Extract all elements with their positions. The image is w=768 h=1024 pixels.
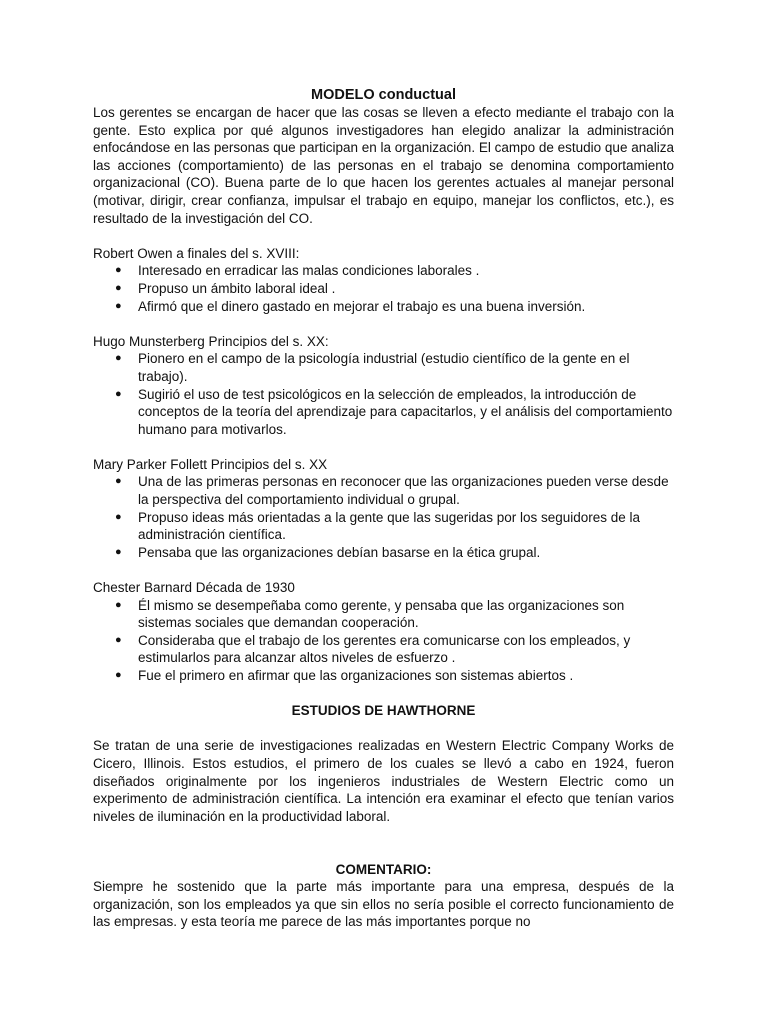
hawthorne-paragraph: Se tratan de una serie de investigaciones realizadas en Western Electric Company Works de Cicero, Illinois. Estos estudios, el primero de los cuales se llevó a cabo en 1924, fueron diseñados originalmente por los ingenieros industriales de Western Electric como un experimento de administración científica. La intención era examinar el efecto que tenían varios niveles de iluminación en la productividad laboral.	[93, 738, 674, 824]
hawthorne-title: ESTUDIOS DE HAWTHORNE	[291, 703, 476, 719]
spacer	[93, 825, 674, 843]
spacer	[93, 685, 674, 703]
list-item	[93, 509, 674, 544]
list-item	[93, 597, 674, 632]
section-hugo-munsterberg	[93, 333, 674, 439]
spacer	[93, 315, 674, 333]
list-item	[93, 632, 674, 667]
bullet-icon: ●	[115, 633, 122, 646]
bullet-icon: ●	[115, 352, 122, 365]
intro-paragraph: Los gerentes se encargan de hacer que las cosas se lleven a efecto mediante el trabajo con la gente. Esto explica por qué algunos investigadores han elegido analizar la administración enfocándose en las personas que participan en la organización. El campo de estudio que analiza las acciones (comportamiento) de las personas en el trabajo se denomina comportamiento organizacional (CO). Buena parte de lo que hacen los gerentes actuales al manejar personal (motivar, dirigir, crear confianza, impulsar el trabajo en equipo, manejar los conflictos, etc.), es resultado de la investigación del CO.	[93, 105, 674, 226]
bullet-list	[93, 597, 674, 685]
section-title: Robert Owen a finales del s. XVIII:	[93, 245, 300, 261]
bullet-icon: ●	[115, 669, 122, 681]
list-item-text: Consideraba que el trabajo de los gerentes era comunicarse con los empleados, y estimularlos para alcanzar altos niveles de esfuerzo .	[138, 632, 631, 666]
section-title: Hugo Munsterberg Principios del s. XX:	[93, 333, 329, 349]
list-item-text: Pensaba que las organizaciones debían basarse en la ética grupal.	[138, 544, 541, 560]
spacer	[93, 720, 674, 738]
section-title: Chester Barnard Década de 1930	[93, 580, 295, 596]
list-item	[93, 544, 674, 562]
list-item-text: Fue el primero en afirmar que las organizaciones son sistemas abiertos .	[138, 668, 574, 683]
bullet-icon: ●	[115, 598, 122, 611]
list-item-text: Afirmó que el dinero gastado en mejorar el trabajo es una buena inversión.	[138, 298, 586, 314]
list-item	[93, 473, 674, 508]
spacer	[93, 561, 674, 579]
spacer	[93, 843, 674, 861]
list-item-text: Propuso ideas más orientadas a la gente que las sugeridas por los seguidores de la administración científica.	[138, 509, 641, 543]
list-item-text: Propuso un ámbito laboral ideal .	[138, 280, 336, 296]
list-item-text: Él mismo se desempeñaba como gerente, y pensaba que las organizaciones son sistemas sociales que demandan cooperación.	[138, 597, 625, 631]
bullet-icon: ●	[115, 510, 122, 523]
bullet-list	[93, 473, 674, 561]
list-item	[93, 386, 674, 439]
bullet-icon: ●	[115, 264, 122, 277]
list-item	[93, 280, 674, 298]
bullet-icon: ●	[115, 281, 122, 294]
list-item-text: Sugirió el uso de test psicológicos en la selección de empleados, la introducción de conceptos de la teoría del aprendizaje para capacitarlos, y el análisis del comportamiento humano para motivarlos.	[138, 386, 673, 437]
list-item-text: Una de las primeras personas en reconocer que las organizaciones pueden verse desde la perspectiva del comportamiento individual o grupal.	[138, 474, 669, 508]
bullet-icon: ●	[115, 299, 122, 312]
list-item	[93, 667, 674, 685]
spacer	[93, 227, 674, 245]
section-mary-parker-follett	[93, 456, 674, 562]
bullet-icon: ●	[115, 387, 122, 400]
bullet-list	[93, 350, 674, 438]
list-item	[93, 350, 674, 385]
list-item	[93, 298, 674, 316]
document-title: MODELO conductual	[311, 87, 456, 103]
list-item	[93, 262, 674, 280]
bullet-icon: ●	[115, 475, 122, 488]
spacer	[93, 438, 674, 456]
section-chester-barnard	[93, 579, 674, 685]
document-page	[93, 86, 674, 931]
list-item-text: Pionero en el campo de la psicología industrial (estudio científico de la gente en el trabajo).	[138, 351, 630, 384]
list-item-text: Interesado en erradicar las malas condiciones laborales .	[138, 263, 480, 279]
bullet-list	[93, 262, 674, 315]
section-robert-owen	[93, 245, 674, 315]
comentario-paragraph: Siempre he sostenido que la parte más importante para una empresa, después de la organización, son los empleados ya que sin ellos no sería posible el correcto funcionamiento de las empresas. y esta teoría me parece de las más importantes porque no	[93, 879, 674, 930]
section-title: Mary Parker Follett Principios del s. XX	[93, 456, 328, 472]
bullet-icon: ●	[115, 545, 122, 558]
comentario-title: COMENTARIO:	[335, 861, 432, 877]
